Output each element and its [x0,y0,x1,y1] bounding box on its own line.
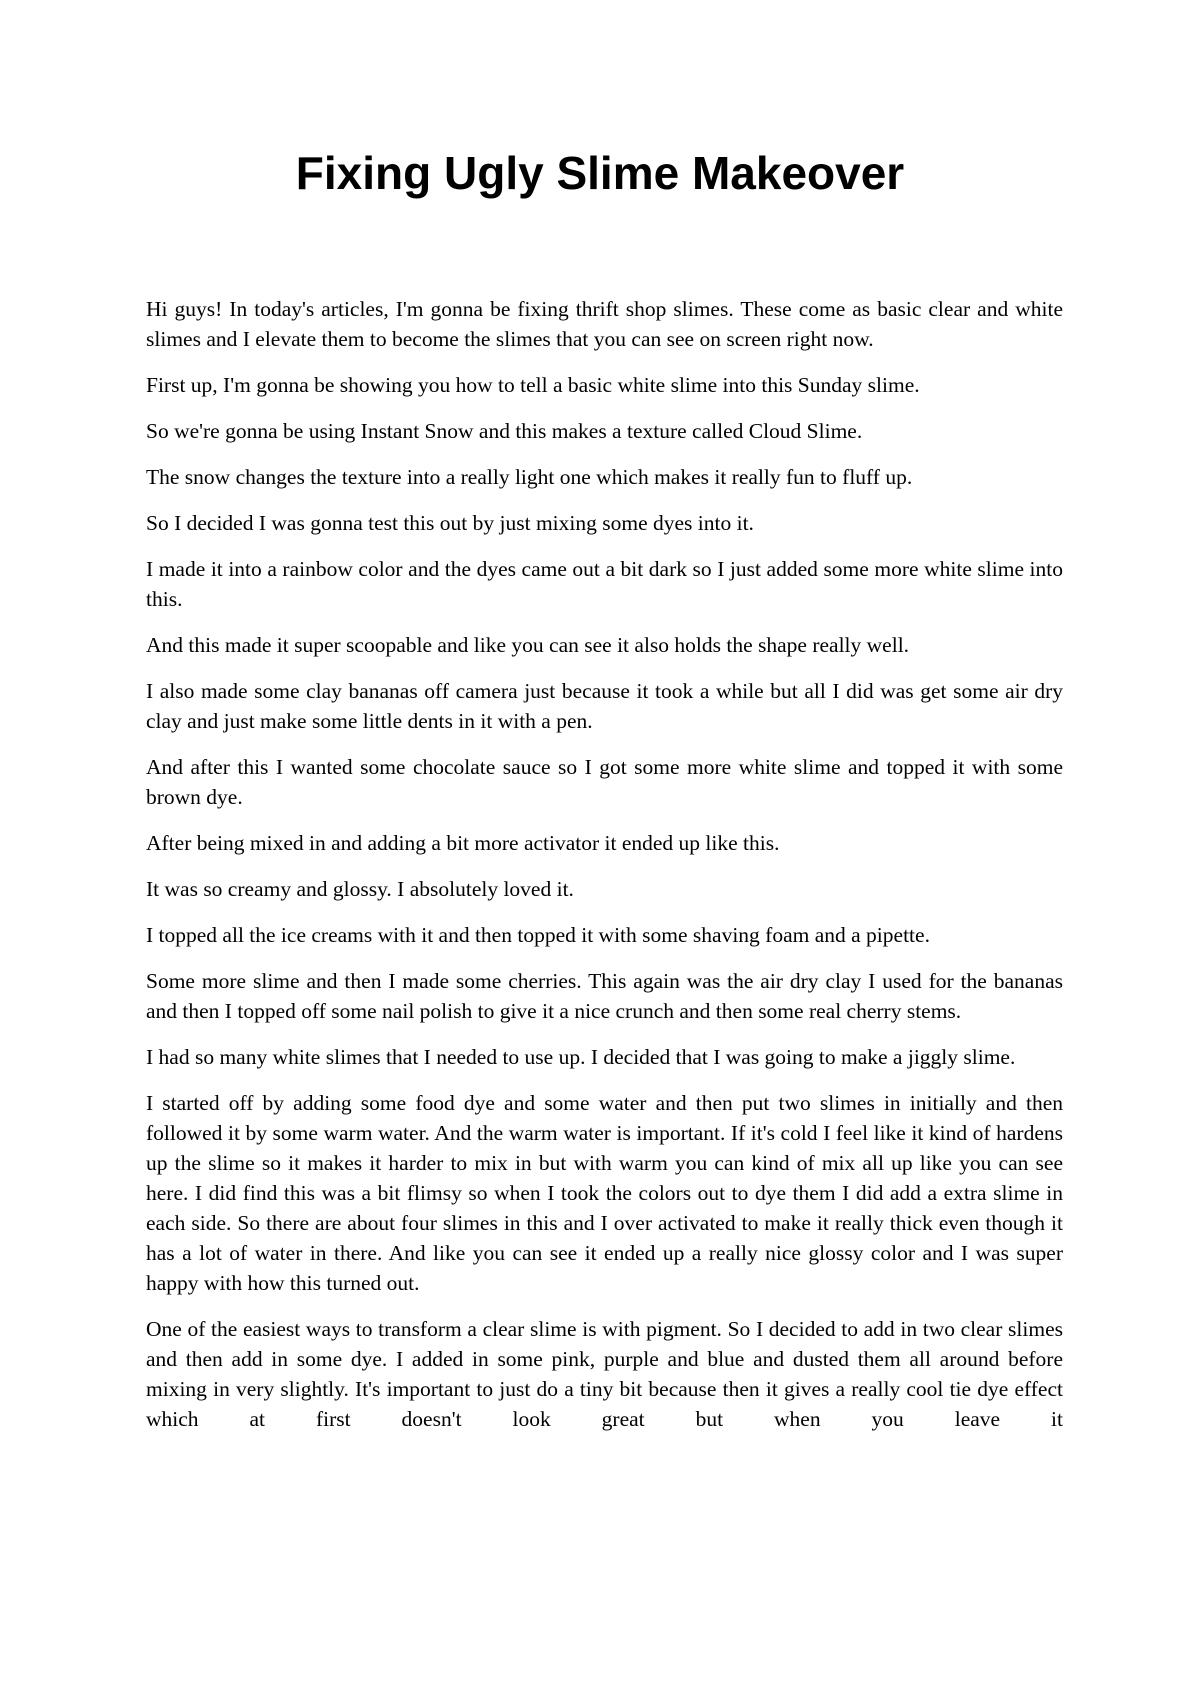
document-body [146,294,1063,1434]
paragraph: Some more slime and then I made some cherries. This again was the air dry clay I used for the bananas and then I topped off some nail polish to give it a nice crunch and then some real cherry stems. [146,969,1063,1023]
paragraph: And this made it super scoopable and like you can see it also holds the shape really well. [146,633,910,657]
paragraph: I started off by adding some food dye and some water and then put two slimes in initially and then followed it by some warm water. And the warm water is important. If it's cold I feel like it kind of hardens up the slime so it makes it harder to mix in but with warm you can kind of mix all up like you can see here. I did find this was a bit flimsy so when I took the colors out to dye them I did add a extra slime in each side. So there are about four slimes in this and I over activated to make it really thick even though it has a lot of water in there. And like you can see it ended up a really nice glossy color and I was super happy with how this turned out. [146,1091,1063,1295]
paragraph: So we're gonna be using Instant Snow and this makes a texture called Cloud Slime. [146,419,863,443]
paragraph: After being mixed in and adding a bit more activator it ended up like this. [146,831,780,855]
document-title: Fixing Ugly Slime Makeover [295,147,905,199]
paragraph: Hi guys! In today's articles, I'm gonna be fixing thrift shop slimes. These come as basic clear and white slimes and I elevate them to become the slimes that you can see on screen right now. [146,297,1063,351]
paragraph: And after this I wanted some chocolate sauce so I got some more white slime and topped it with some brown dye. [146,755,1063,809]
paragraph: I also made some clay bananas off camera just because it took a while but all I did was get some air dry clay and just make some little dents in it with a pen. [146,679,1063,733]
paragraph: I made it into a rainbow color and the dyes came out a bit dark so I just added some more white slime into this. [146,557,1063,611]
paragraph: One of the easiest ways to transform a clear slime is with pigment. So I decided to add in two clear slimes and then add in some dye. I added in some pink, purple and blue and dusted them all around before mixing in very slightly. It's important to just do a tiny bit because then it gives a really cool tie dye effect which at first doesn't look great but when you leave it [146,1317,1063,1431]
paragraph: So I decided I was gonna test this out by just mixing some dyes into it. [146,511,754,535]
paragraph: The snow changes the texture into a really light one which makes it really fun to fluff up. [146,465,913,489]
paragraph: I had so many white slimes that I needed to use up. I decided that I was going to make a jiggly slime. [146,1045,1016,1069]
paragraph: It was so creamy and glossy. I absolutely loved it. [146,877,574,901]
paragraph: First up, I'm gonna be showing you how to tell a basic white slime into this Sunday slime. [146,373,920,397]
paragraph: I topped all the ice creams with it and then topped it with some shaving foam and a pipette. [146,923,930,947]
